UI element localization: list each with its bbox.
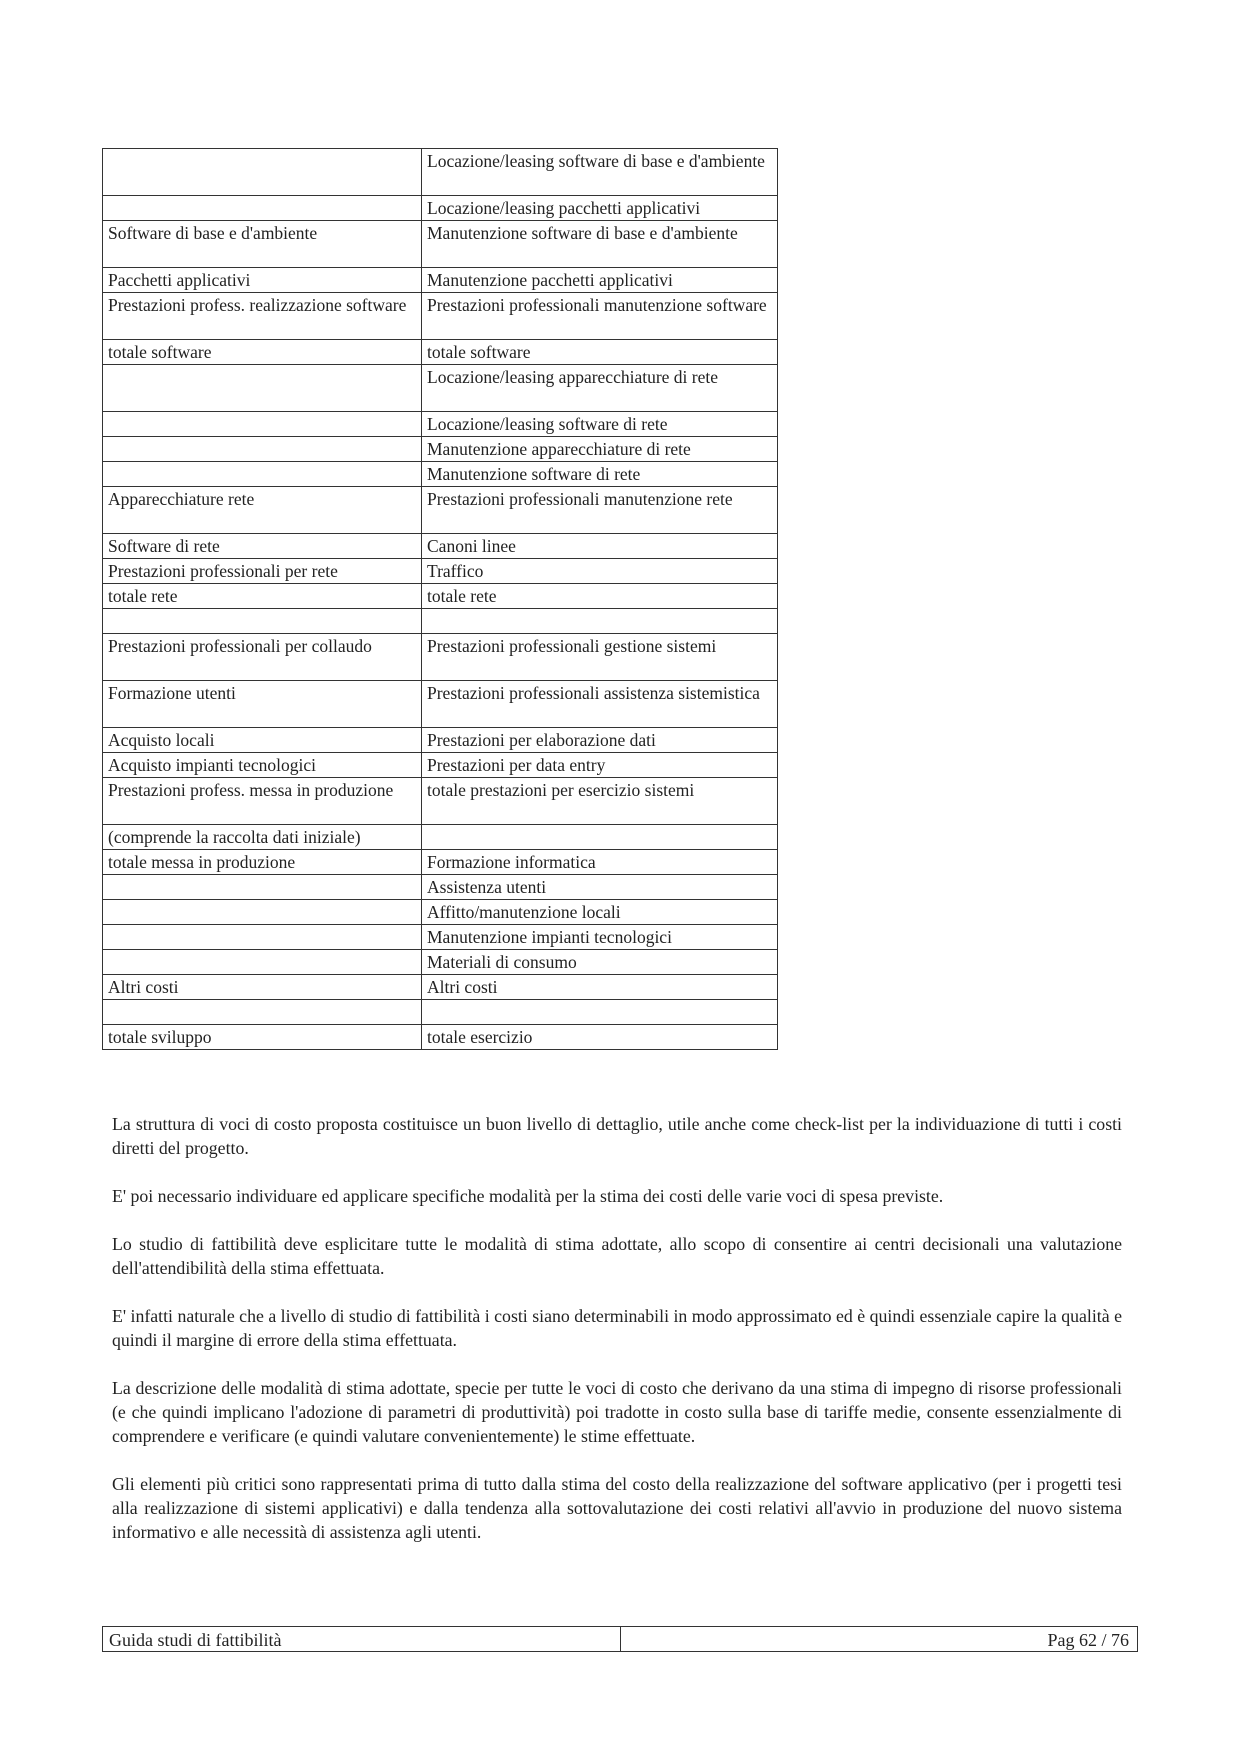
operating-cost-cell xyxy=(422,1000,778,1025)
operating-cost-cell: Manutenzione software di rete xyxy=(422,462,778,487)
development-cost-cell: Prestazioni profess. messa in produzione xyxy=(103,778,422,825)
operating-cost-cell: Altri costi xyxy=(422,975,778,1000)
development-cost-cell: Acquisto locali xyxy=(103,728,422,753)
operating-cost-cell: Locazione/leasing software di rete xyxy=(422,412,778,437)
development-cost-cell xyxy=(103,196,422,221)
development-cost-cell: Altri costi xyxy=(103,975,422,1000)
table-row xyxy=(103,975,778,1000)
operating-cost-cell: Prestazioni professionali manutenzione rete xyxy=(422,487,778,534)
paragraph: La descrizione delle modalità di stima adottate, specie per tutte le voci di costo che derivano da una stima di impegno di risorse professionali (e che quindi implicano l'adozione di parametri di produttività) poi tradotte in costo sulla base di tariffe medie, consente essenzialmente di comprendere e verificare (e quindi valutare convenientemente) le stime effettuate. xyxy=(112,1378,1122,1446)
operating-cost-cell: Manutenzione impianti tecnologici xyxy=(422,925,778,950)
table-row xyxy=(103,412,778,437)
development-cost-cell: totale sviluppo xyxy=(103,1025,422,1050)
operating-cost-cell: totale software xyxy=(422,340,778,365)
table-row xyxy=(103,609,778,634)
cost-items-table xyxy=(102,148,778,1050)
table-row xyxy=(103,950,778,975)
development-cost-cell: Apparecchiature rete xyxy=(103,487,422,534)
table-row xyxy=(103,534,778,559)
table-row xyxy=(103,437,778,462)
development-cost-cell: Formazione utenti xyxy=(103,681,422,728)
table-row xyxy=(103,1025,778,1050)
operating-cost-cell: Manutenzione apparecchiature di rete xyxy=(422,437,778,462)
development-cost-cell xyxy=(103,950,422,975)
table-row xyxy=(103,900,778,925)
operating-cost-cell: Prestazioni per data entry xyxy=(422,753,778,778)
operating-cost-cell: Formazione informatica xyxy=(422,850,778,875)
table-row xyxy=(103,149,778,196)
footer-divider xyxy=(620,1627,621,1651)
table-row xyxy=(103,875,778,900)
operating-cost-cell: Prestazioni professionali gestione sistemi xyxy=(422,634,778,681)
development-cost-cell xyxy=(103,609,422,634)
development-cost-cell xyxy=(103,1000,422,1025)
table-row xyxy=(103,487,778,534)
table-row xyxy=(103,462,778,487)
table-row xyxy=(103,268,778,293)
table-row xyxy=(103,1000,778,1025)
development-cost-cell: totale rete xyxy=(103,584,422,609)
body-text xyxy=(112,1112,1122,1568)
operating-cost-cell: Locazione/leasing pacchetti applicativi xyxy=(422,196,778,221)
development-cost-cell xyxy=(103,925,422,950)
paragraph: Lo studio di fattibilità deve esplicitare tutte le modalità di stima adottate, allo scopo di consentire ai centri decisionali una valutazione dell'attendibilità della stima effettuata. xyxy=(112,1234,1122,1278)
operating-cost-cell: Canoni linee xyxy=(422,534,778,559)
development-cost-cell xyxy=(103,900,422,925)
table-row xyxy=(103,825,778,850)
table-row xyxy=(103,728,778,753)
page-footer xyxy=(102,1626,1138,1652)
table-row xyxy=(103,850,778,875)
table-row xyxy=(103,559,778,584)
development-cost-cell xyxy=(103,875,422,900)
operating-cost-cell: Affitto/manutenzione locali xyxy=(422,900,778,925)
development-cost-cell xyxy=(103,412,422,437)
development-cost-cell: Prestazioni professionali per rete xyxy=(103,559,422,584)
operating-cost-cell xyxy=(422,609,778,634)
paragraph: E' infatti naturale che a livello di studio di fattibilità i costi siano determinabili in modo approssimato ed è quindi essenziale capire la qualità e quindi il margine di errore della stima effettuata. xyxy=(112,1306,1122,1350)
development-cost-cell: Acquisto impianti tecnologici xyxy=(103,753,422,778)
operating-cost-cell: Locazione/leasing apparecchiature di rete xyxy=(422,365,778,412)
development-cost-cell: Software di base e d'ambiente xyxy=(103,221,422,268)
table-row xyxy=(103,584,778,609)
operating-cost-cell: totale rete xyxy=(422,584,778,609)
table-row xyxy=(103,365,778,412)
table-row xyxy=(103,293,778,340)
operating-cost-cell: Prestazioni professionali assistenza sistemistica xyxy=(422,681,778,728)
operating-cost-cell: totale esercizio xyxy=(422,1025,778,1050)
table-row xyxy=(103,196,778,221)
cost-table-body xyxy=(103,149,778,1050)
table-row xyxy=(103,681,778,728)
paragraph: La struttura di voci di costo proposta costituisce un buon livello di dettaglio, utile anche come check-list per la individuazione di tutti i costi diretti del progetto. xyxy=(112,1114,1122,1158)
development-cost-cell: totale messa in produzione xyxy=(103,850,422,875)
development-cost-cell xyxy=(103,437,422,462)
operating-cost-cell: Traffico xyxy=(422,559,778,584)
development-cost-cell xyxy=(103,149,422,196)
operating-cost-cell xyxy=(422,825,778,850)
operating-cost-cell: Assistenza utenti xyxy=(422,875,778,900)
development-cost-cell: totale software xyxy=(103,340,422,365)
table-row xyxy=(103,221,778,268)
development-cost-cell xyxy=(103,462,422,487)
table-row xyxy=(103,753,778,778)
operating-cost-cell: Manutenzione pacchetti applicativi xyxy=(422,268,778,293)
development-cost-cell: Pacchetti applicativi xyxy=(103,268,422,293)
operating-cost-cell: Prestazioni professionali manutenzione software xyxy=(422,293,778,340)
table-row xyxy=(103,778,778,825)
development-cost-cell: Prestazioni professionali per collaudo xyxy=(103,634,422,681)
operating-cost-cell: Manutenzione software di base e d'ambiente xyxy=(422,221,778,268)
development-cost-cell: Prestazioni profess. realizzazione software xyxy=(103,293,422,340)
operating-cost-cell: totale prestazioni per esercizio sistemi xyxy=(422,778,778,825)
paragraph: Gli elementi più critici sono rappresentati prima di tutto dalla stima del costo della realizzazione del software applicativo (per i progetti tesi alla realizzazione di sistemi applicativi) e dalla tendenza alla sottovalutazione dei costi relativi all'avvio in produzione del nuovo sistema informativo e alle necessità di assistenza agli utenti. xyxy=(112,1474,1122,1542)
table-row xyxy=(103,925,778,950)
paragraph: E' poi necessario individuare ed applicare specifiche modalità per la stima dei costi delle varie voci di spesa previste. xyxy=(112,1186,944,1206)
footer-title: Guida studi di fattibilità xyxy=(109,1630,282,1650)
table-row xyxy=(103,340,778,365)
operating-cost-cell: Prestazioni per elaborazione dati xyxy=(422,728,778,753)
development-cost-cell: (comprende la raccolta dati iniziale) xyxy=(103,825,422,850)
development-cost-cell xyxy=(103,365,422,412)
operating-cost-cell: Locazione/leasing software di base e d'ambiente xyxy=(422,149,778,196)
operating-cost-cell: Materiali di consumo xyxy=(422,950,778,975)
development-cost-cell: Software di rete xyxy=(103,534,422,559)
page-number: Pag 62 / 76 xyxy=(1047,1630,1129,1650)
table-row xyxy=(103,634,778,681)
